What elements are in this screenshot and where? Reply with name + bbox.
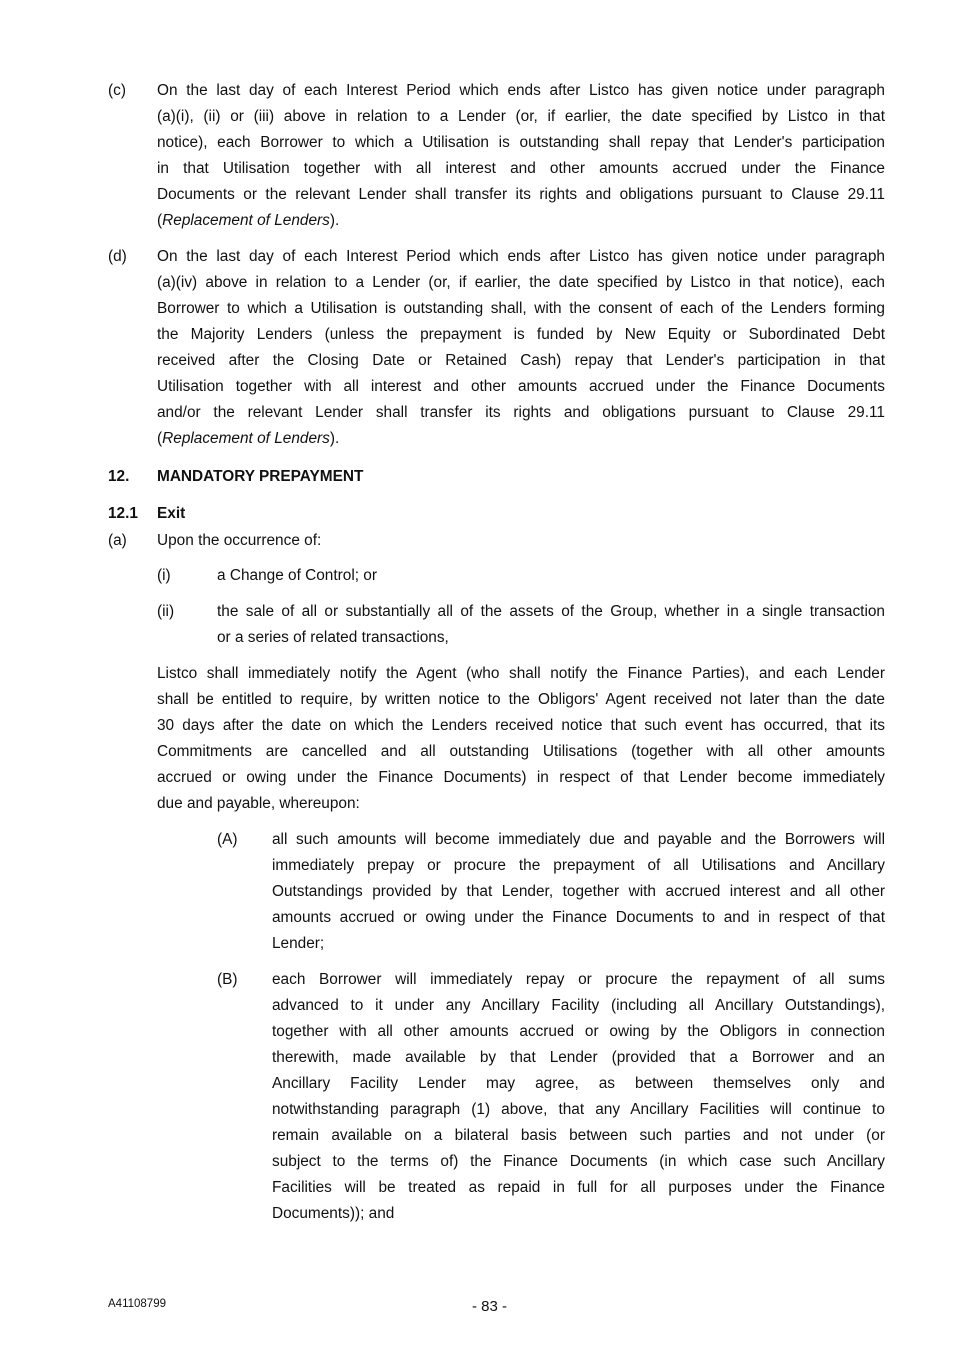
text-line: the Majority Lenders (unless the prepayment is funded by New Equity or Subordinated Debt: [157, 326, 885, 343]
paragraph-body: [157, 661, 885, 817]
text-line: due and payable, whereupon:: [157, 795, 360, 812]
text-line: advanced to it under any Ancillary Facility (including all Ancillary Outstandings),: [272, 997, 885, 1014]
text-line: Listco shall immediately notify the Agent (who shall notify the Finance Parties), and each Lender: [157, 665, 885, 682]
paragraph-body: [157, 244, 885, 452]
text-line: subject to the terms of) the Finance Documents (in which case such Ancillary: [272, 1153, 885, 1170]
text-line: On the last day of each Interest Period which ends after Listco has given notice under paragraph: [157, 82, 885, 99]
item-label: (ii): [157, 603, 175, 620]
text-line: or a series of related transactions,: [217, 629, 449, 646]
text-line: in that Utilisation together with all interest and other amounts accrued under the Finance: [157, 160, 885, 177]
text-line: notwithstanding paragraph (1) above, that any Ancillary Facilities will continue to: [272, 1101, 885, 1118]
text-line: all such amounts will become immediately due and payable and the Borrowers will: [272, 831, 885, 848]
text-line: Documents or the relevant Lender shall transfer its rights and obligations pursuant to Clause 29.11: [157, 186, 885, 203]
text-line: Borrower to which a Utilisation is outstanding shall, with the consent of each of the Lenders forming: [157, 300, 885, 317]
section-number: 12.: [108, 468, 130, 485]
text-line: received after the Closing Date or Retained Cash) repay that Lender's participation in that: [157, 352, 885, 369]
text-line: (a)(iv) above in relation to a Lender (or, if earlier, the date specified by Listco in that notice), each: [157, 274, 885, 291]
text-line: immediately prepay or procure the prepayment of all Utilisations and Ancillary: [272, 857, 885, 874]
text-line: 30 days after the date on which the Lenders received notice that such event has occurred, that its: [157, 717, 885, 734]
text-line: (Replacement of Lenders).: [157, 212, 340, 229]
text-line: Facilities will be treated as repaid in full for all purposes under the Finance: [272, 1179, 885, 1196]
subsection-number: 12.1: [108, 505, 138, 522]
text-line: therewith, made available by that Lender (provided that a Borrower and an: [272, 1049, 885, 1066]
text-line: accrued or owing under the Finance Documents) in respect of that Lender become immediately: [157, 769, 885, 786]
cross-reference: Replacement of Lenders: [162, 212, 330, 229]
paragraph-body: [157, 78, 885, 234]
text-line: Outstandings provided by that Lender, together with accrued interest and all other: [272, 883, 885, 900]
text-line: On the last day of each Interest Period which ends after Listco has given notice under paragraph: [157, 248, 885, 265]
paragraph-label: (d): [108, 248, 127, 265]
text-line: the sale of all or substantially all of the assets of the Group, whether in a single transaction: [217, 603, 885, 620]
text-line: (a)(i), (ii) or (iii) above in relation to a Lender (or, if earlier, the date specified by Listco in that: [157, 108, 885, 125]
text-line: Commitments are cancelled and all outstanding Utilisations (together with all other amounts: [157, 743, 885, 760]
item-label: (A): [217, 831, 238, 848]
text-line: and/or the relevant Lender shall transfer its rights and obligations pursuant to Clause 29.11: [157, 404, 885, 421]
text-line: shall be entitled to require, by written notice to the Obligors' Agent received not later than the date: [157, 691, 885, 708]
cross-reference: Replacement of Lenders: [162, 430, 330, 447]
item-body: [272, 967, 885, 1227]
paragraph-label: (a): [108, 532, 127, 549]
text-line: amounts accrued or owing under the Finance Documents to and in respect of that: [272, 909, 885, 926]
text-line: together with all other amounts accrued or owing by the Obligors in connection: [272, 1023, 885, 1040]
item-body: [217, 599, 885, 651]
text-line: Ancillary Facility Lender may agree, as between themselves only and: [272, 1075, 885, 1092]
text-line: Documents)); and: [272, 1205, 395, 1222]
page-number: - 83 -: [472, 1298, 508, 1315]
item-body: a Change of Control; or: [217, 567, 377, 584]
item-label: (i): [157, 567, 171, 584]
text-line: Lender;: [272, 935, 325, 952]
subsection-title: Exit: [157, 505, 186, 522]
paragraph-label: (c): [108, 82, 126, 99]
item-label: (B): [217, 971, 238, 988]
section-title: MANDATORY PREPAYMENT: [157, 468, 364, 485]
text-line: remain available on a bilateral basis between such parties and not under (or: [272, 1127, 885, 1144]
paragraph-body: Upon the occurrence of:: [157, 532, 322, 549]
text-line: (Replacement of Lenders).: [157, 430, 340, 447]
document-reference: A41108799: [108, 1298, 166, 1310]
text-line: Utilisation together with all interest and other amounts accrued under the Finance Documents: [157, 378, 885, 395]
item-body: [272, 827, 885, 957]
text-line: notice), each Borrower to which a Utilisation is outstanding shall repay that Lender's participation: [157, 134, 885, 151]
text-line: each Borrower will immediately repay or procure the repayment of all sums: [272, 971, 885, 988]
